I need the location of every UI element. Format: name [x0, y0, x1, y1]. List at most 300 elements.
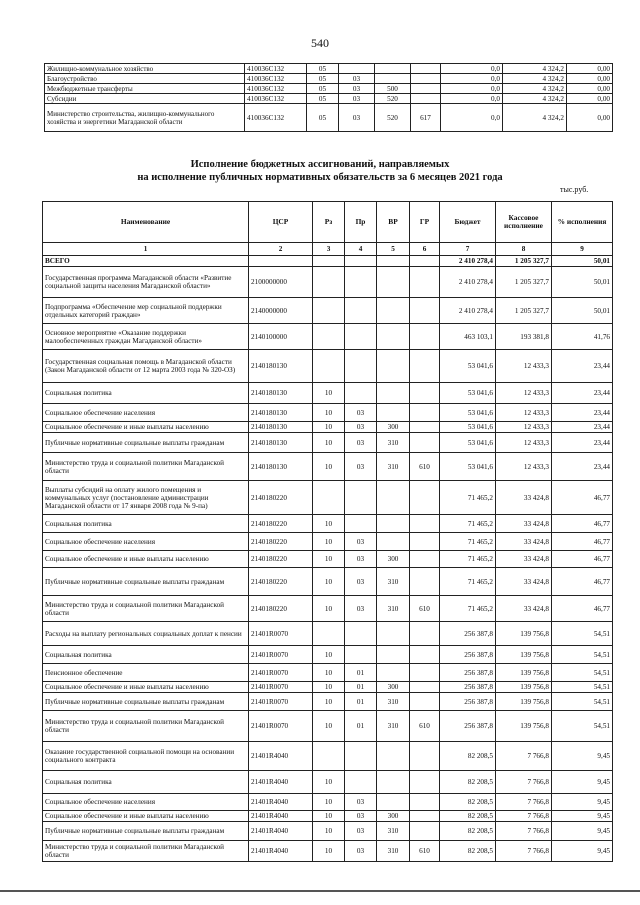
cell-pr [345, 324, 377, 350]
cell-name: Государственная социальная помощь в Магаданской области (Закон Магаданской области от 12 марта 2003 года № 320-ОЗ) [43, 350, 249, 383]
cell-cash: 33 424,8 [496, 533, 552, 551]
cell-vr [375, 64, 411, 74]
cell-pr: 01 [345, 682, 377, 693]
cell-name: Министерство труда и социальной политики Магаданской области [43, 841, 249, 862]
col-header-percent: % исполнения [552, 202, 613, 243]
cell-rz [313, 481, 345, 515]
cell-rz [313, 622, 345, 646]
cell-gr [411, 94, 441, 104]
table-row [45, 84, 613, 94]
table-row [43, 794, 613, 811]
cell-rz: 10 [313, 664, 345, 682]
cell-cash: 33 424,8 [496, 596, 552, 622]
cell-budget: 256 387,8 [440, 664, 496, 682]
cell-vr: 520 [375, 104, 411, 132]
cell-rz: 10 [313, 841, 345, 862]
cell-csr: 21401R0070 [249, 682, 313, 693]
cell-pr: 03 [345, 822, 377, 841]
cell-budget: 463 103,1 [440, 324, 496, 350]
cell-csr: 21401R4040 [249, 822, 313, 841]
cell-pr: 03 [345, 433, 377, 453]
cell-vr: 310 [377, 822, 410, 841]
cell-pr: 03 [339, 84, 375, 94]
table-row [43, 350, 613, 383]
cell-gr [410, 822, 440, 841]
cell-vr: 310 [377, 711, 410, 742]
cell-gr: 610 [410, 841, 440, 862]
cell-percent: 46,77 [552, 551, 613, 568]
cell-rz: 10 [313, 693, 345, 711]
cell-pr: 03 [339, 94, 375, 104]
table-row [43, 711, 613, 742]
cell-vr: 500 [375, 84, 411, 94]
cell-rz: 10 [313, 453, 345, 481]
cell-percent: 54,51 [552, 622, 613, 646]
cell-pr: 03 [345, 533, 377, 551]
table-row [43, 664, 613, 682]
col-index: 3 [313, 243, 345, 256]
col-header-name: Наименование [43, 202, 249, 243]
bottom-rule [0, 890, 640, 892]
table-row [43, 453, 613, 481]
cell-rz: 05 [307, 84, 339, 94]
cell-percent: 9,45 [552, 742, 613, 771]
cell-percent: 9,45 [552, 841, 613, 862]
cell-cash: 7 766,8 [496, 742, 552, 771]
cell-percent: 41,76 [552, 324, 613, 350]
cell-percent: 9,45 [552, 794, 613, 811]
cell-name: Социальное обеспечение и иные выплаты населению [43, 422, 249, 433]
cell-rz: 10 [313, 794, 345, 811]
cell-cash: 139 756,8 [496, 682, 552, 693]
cell-percent: 23,44 [552, 422, 613, 433]
cell-vr [377, 481, 410, 515]
cell-cash: 12 433,3 [496, 383, 552, 404]
cell-vr: 310 [377, 596, 410, 622]
cell-gr [411, 64, 441, 74]
table-row [43, 324, 613, 350]
cell-pr: 03 [345, 811, 377, 822]
cell-gr [410, 622, 440, 646]
cell-pr [345, 742, 377, 771]
cell-gr: 610 [410, 711, 440, 742]
cell-vr: 310 [377, 433, 410, 453]
cell-budget: 53 041,6 [440, 350, 496, 383]
cell-csr: 21401R0070 [249, 664, 313, 682]
cell-vr [377, 515, 410, 533]
cell-percent: 9,45 [552, 822, 613, 841]
cell-percent: 46,77 [552, 568, 613, 596]
cell-percent: 0,00 [567, 64, 613, 74]
cell-vr: 520 [375, 94, 411, 104]
table-row [45, 104, 613, 132]
cell-rz: 10 [313, 515, 345, 533]
cell-gr [410, 811, 440, 822]
cell-budget: 0,0 [441, 74, 503, 84]
cell-budget: 71 465,2 [440, 515, 496, 533]
cell-cash: 4 324,2 [503, 84, 567, 94]
table-row [43, 551, 613, 568]
cell-vr: 300 [377, 682, 410, 693]
cell-percent: 9,45 [552, 811, 613, 822]
col-index: 6 [410, 243, 440, 256]
cell-name: Министерство труда и социальной политики Магаданской области [43, 711, 249, 742]
cell-pr [345, 771, 377, 794]
cell-csr: 2140180130 [249, 453, 313, 481]
column-index-row [43, 243, 613, 256]
cell-budget: 2 410 278,4 [440, 267, 496, 298]
cell-pr: 03 [345, 404, 377, 422]
cell-name: Благоустройство [45, 74, 245, 84]
cell-cash: 12 433,3 [496, 422, 552, 433]
cell-csr: 21401R0070 [249, 711, 313, 742]
cell-percent: 23,44 [552, 383, 613, 404]
cell-vr [377, 646, 410, 664]
cell-gr: 617 [411, 104, 441, 132]
cell-csr: 2140180220 [249, 481, 313, 515]
cell-percent: 46,77 [552, 515, 613, 533]
cell-percent: 0,00 [567, 104, 613, 132]
col-header-rz: Рз [313, 202, 345, 243]
cell-percent: 54,51 [552, 682, 613, 693]
cell-budget: 0,0 [441, 84, 503, 94]
cell-budget: 256 387,8 [440, 711, 496, 742]
col-header-csr: ЦСР [249, 202, 313, 243]
cell-cash: 12 433,3 [496, 453, 552, 481]
cell-budget: 71 465,2 [440, 533, 496, 551]
cell-name: Субсидии [45, 94, 245, 104]
cell-name: Выплаты субсидий на оплату жилого помещения и коммунальных услуг (постановление администрации Магаданской области от 17 января 2008 года № 9-па) [43, 481, 249, 515]
cell-budget: 71 465,2 [440, 596, 496, 622]
cell-budget: 71 465,2 [440, 481, 496, 515]
cell-pr: 03 [345, 422, 377, 433]
cell-percent: 23,44 [552, 433, 613, 453]
cell-gr [410, 682, 440, 693]
cell-name: Социальное обеспечение населения [43, 533, 249, 551]
cell-vr [377, 350, 410, 383]
cell-name: Социальная политика [43, 771, 249, 794]
units-label: тыс.руб. [560, 185, 589, 194]
cell-gr [410, 404, 440, 422]
cell-vr: 310 [377, 841, 410, 862]
cell-cash: 139 756,8 [496, 664, 552, 682]
cell-cash: 139 756,8 [496, 622, 552, 646]
cell-cash: 12 433,3 [496, 404, 552, 422]
cell-gr [410, 324, 440, 350]
total-cell [410, 256, 440, 267]
cell-cash: 4 324,2 [503, 94, 567, 104]
page-number: 540 [311, 36, 329, 50]
cell-csr: 21401R4040 [249, 794, 313, 811]
cell-rz [313, 742, 345, 771]
cell-budget: 2 410 278,4 [440, 298, 496, 324]
cell-rz: 05 [307, 104, 339, 132]
cell-name: Социальное обеспечение населения [43, 794, 249, 811]
cell-csr: 2140180220 [249, 551, 313, 568]
cell-budget: 71 465,2 [440, 568, 496, 596]
cell-gr [410, 481, 440, 515]
cell-name: Межбюджетные трансферты [45, 84, 245, 94]
cell-name: Оказание государственной социальной помощи на основании социального контракта [43, 742, 249, 771]
cell-cash: 33 424,8 [496, 515, 552, 533]
cell-gr: 610 [410, 596, 440, 622]
cell-name: Публичные нормативные социальные выплаты гражданам [43, 568, 249, 596]
cell-budget: 82 208,5 [440, 811, 496, 822]
cell-percent: 50,01 [552, 298, 613, 324]
cell-csr: 410036С132 [245, 64, 307, 74]
cell-rz: 05 [307, 64, 339, 74]
cell-budget: 53 041,6 [440, 433, 496, 453]
cell-gr [410, 742, 440, 771]
table-row [43, 596, 613, 622]
table-row [43, 622, 613, 646]
cell-vr: 310 [377, 693, 410, 711]
cell-cash: 33 424,8 [496, 551, 552, 568]
cell-budget: 256 387,8 [440, 622, 496, 646]
report-title-line2: на исполнение публичных нормативных обязательств за 6 месяцев 2021 года [137, 172, 503, 183]
cell-gr [410, 298, 440, 324]
cell-rz: 05 [307, 74, 339, 84]
cell-gr [410, 515, 440, 533]
cell-pr: 03 [339, 104, 375, 132]
cell-budget: 82 208,5 [440, 771, 496, 794]
table-row [43, 841, 613, 862]
cell-percent: 23,44 [552, 453, 613, 481]
cell-name: Министерство строительства, жилищно-коммунального хозяйства и энергетики Магаданской области [45, 104, 245, 132]
cell-rz [313, 350, 345, 383]
cell-csr: 410036С132 [245, 94, 307, 104]
cell-percent: 46,77 [552, 533, 613, 551]
col-index: 4 [345, 243, 377, 256]
cell-rz: 05 [307, 94, 339, 104]
cell-cash: 1 205 327,7 [496, 298, 552, 324]
cell-csr: 2140180220 [249, 596, 313, 622]
cell-rz: 10 [313, 383, 345, 404]
table-row [43, 433, 613, 453]
cell-vr [375, 74, 411, 84]
cell-csr: 21401R4040 [249, 771, 313, 794]
cell-cash: 7 766,8 [496, 811, 552, 822]
cell-csr: 2140180130 [249, 383, 313, 404]
cell-vr [377, 324, 410, 350]
cell-vr [377, 383, 410, 404]
total-cell [345, 256, 377, 267]
cell-vr: 310 [377, 453, 410, 481]
cell-gr [410, 533, 440, 551]
cell-budget: 53 041,6 [440, 404, 496, 422]
table-row [43, 771, 613, 794]
cell-pr: 03 [345, 568, 377, 596]
cell-rz [313, 267, 345, 298]
cell-budget: 256 387,8 [440, 693, 496, 711]
cell-budget: 0,0 [441, 104, 503, 132]
cell-name: Жилищно-коммунальное хозяйство [45, 64, 245, 74]
cell-rz: 10 [313, 822, 345, 841]
total-budget: 2 410 278,4 [440, 256, 496, 267]
cell-rz [313, 324, 345, 350]
col-header-budget: Бюджет [440, 202, 496, 243]
cell-name: Социальная политика [43, 646, 249, 664]
cell-percent: 0,00 [567, 94, 613, 104]
cell-csr: 2140180130 [249, 433, 313, 453]
cell-rz: 10 [313, 711, 345, 742]
cell-budget: 82 208,5 [440, 742, 496, 771]
col-header-cash: Кассовое исполнение [496, 202, 552, 243]
cell-pr: 03 [339, 74, 375, 84]
total-cell [313, 256, 345, 267]
cell-pr [345, 622, 377, 646]
cell-name: Пенсионное обеспечение [43, 664, 249, 682]
cell-csr: 21401R0070 [249, 646, 313, 664]
cell-cash: 4 324,2 [503, 64, 567, 74]
cell-budget: 53 041,6 [440, 383, 496, 404]
table-row [43, 422, 613, 433]
table-row [45, 94, 613, 104]
cell-name: Расходы на выплату региональных социальных доплат к пенсии [43, 622, 249, 646]
cell-pr: 01 [345, 664, 377, 682]
cell-name: Социальное обеспечение и иные выплаты населению [43, 682, 249, 693]
cell-percent: 50,01 [552, 267, 613, 298]
table-row [43, 298, 613, 324]
cell-name: Социальное обеспечение населения [43, 404, 249, 422]
cell-rz: 10 [313, 682, 345, 693]
total-cell [377, 256, 410, 267]
cell-percent: 46,77 [552, 596, 613, 622]
cell-pr [345, 350, 377, 383]
cell-pr: 03 [345, 596, 377, 622]
cell-gr [410, 422, 440, 433]
cell-rz: 10 [313, 433, 345, 453]
cell-cash: 139 756,8 [496, 693, 552, 711]
cell-csr: 410036С132 [245, 104, 307, 132]
total-cash: 1 205 327,7 [496, 256, 552, 267]
cell-csr: 21401R4040 [249, 841, 313, 862]
cell-budget: 53 041,6 [440, 422, 496, 433]
table-row [43, 811, 613, 822]
cell-csr: 21401R4040 [249, 742, 313, 771]
cell-vr: 300 [377, 811, 410, 822]
cell-cash: 7 766,8 [496, 841, 552, 862]
cell-vr [377, 771, 410, 794]
cell-rz: 10 [313, 422, 345, 433]
cell-budget: 82 208,5 [440, 841, 496, 862]
cell-pr: 03 [345, 841, 377, 862]
cell-gr [410, 693, 440, 711]
table-row [43, 533, 613, 551]
cell-vr: 300 [377, 551, 410, 568]
cell-pr [345, 481, 377, 515]
cell-rz: 10 [313, 404, 345, 422]
cell-percent: 54,51 [552, 664, 613, 682]
cell-rz: 10 [313, 771, 345, 794]
col-index: 5 [377, 243, 410, 256]
cell-pr [345, 646, 377, 664]
cell-csr: 21401R0070 [249, 622, 313, 646]
cell-vr [377, 298, 410, 324]
cell-gr [410, 383, 440, 404]
cell-rz: 10 [313, 551, 345, 568]
col-index: 1 [43, 243, 249, 256]
cell-pr: 03 [345, 794, 377, 811]
table-row [45, 74, 613, 84]
cell-gr [410, 794, 440, 811]
cell-csr: 2140180220 [249, 515, 313, 533]
cell-budget: 256 387,8 [440, 646, 496, 664]
cell-name: Министерство труда и социальной политики Магаданской области [43, 596, 249, 622]
cell-pr: 01 [345, 693, 377, 711]
cell-cash: 139 756,8 [496, 646, 552, 664]
cell-name: Подпрограмма «Обеспечение мер социальной поддержки отдельных категорий граждан» [43, 298, 249, 324]
cell-percent: 23,44 [552, 350, 613, 383]
cell-vr [377, 404, 410, 422]
cell-name: Министерство труда и социальной политики Магаданской области [43, 453, 249, 481]
cell-gr [410, 267, 440, 298]
col-index: 2 [249, 243, 313, 256]
cell-csr: 410036С132 [245, 74, 307, 84]
cell-cash: 139 756,8 [496, 711, 552, 742]
cell-cash: 7 766,8 [496, 794, 552, 811]
report-title-line1: Исполнение бюджетных ассигнований, направляемых [190, 159, 450, 170]
cell-budget: 82 208,5 [440, 794, 496, 811]
cell-budget: 0,0 [441, 94, 503, 104]
cell-pr [345, 298, 377, 324]
table-row [43, 568, 613, 596]
top-budget-table [44, 63, 613, 132]
cell-name: Основное мероприятие «Оказание поддержки малообеспеченных граждан Магаданской области» [43, 324, 249, 350]
cell-csr: 2140180130 [249, 350, 313, 383]
cell-budget: 82 208,5 [440, 822, 496, 841]
cell-csr: 2140100000 [249, 324, 313, 350]
col-header-gr: ГР [410, 202, 440, 243]
table-row [43, 267, 613, 298]
col-index: 8 [496, 243, 552, 256]
cell-rz: 10 [313, 533, 345, 551]
total-row [43, 256, 613, 267]
cell-budget: 53 041,6 [440, 453, 496, 481]
cell-pr [345, 515, 377, 533]
cell-percent: 46,77 [552, 481, 613, 515]
table-row [43, 404, 613, 422]
table-row [43, 515, 613, 533]
table-row [43, 693, 613, 711]
cell-name: Социальное обеспечение и иные выплаты населению [43, 551, 249, 568]
cell-vr [377, 267, 410, 298]
cell-gr [410, 664, 440, 682]
header-row [43, 202, 613, 243]
cell-rz: 10 [313, 568, 345, 596]
cell-pr [345, 267, 377, 298]
cell-csr: 2140180130 [249, 422, 313, 433]
cell-cash: 33 424,8 [496, 568, 552, 596]
cell-gr: 610 [410, 453, 440, 481]
cell-gr [410, 646, 440, 664]
cell-name: Социальная политика [43, 515, 249, 533]
cell-percent: 9,45 [552, 771, 613, 794]
table-row [45, 64, 613, 74]
cell-percent: 0,00 [567, 74, 613, 84]
cell-csr: 21401R4040 [249, 811, 313, 822]
cell-cash: 4 324,2 [503, 104, 567, 132]
table-row [43, 481, 613, 515]
cell-cash: 33 424,8 [496, 481, 552, 515]
cell-pr: 03 [345, 453, 377, 481]
cell-rz: 10 [313, 811, 345, 822]
col-index: 7 [440, 243, 496, 256]
cell-percent: 23,44 [552, 404, 613, 422]
cell-name: Социальная политика [43, 383, 249, 404]
cell-pr [339, 64, 375, 74]
cell-name: Публичные нормативные социальные выплаты гражданам [43, 822, 249, 841]
